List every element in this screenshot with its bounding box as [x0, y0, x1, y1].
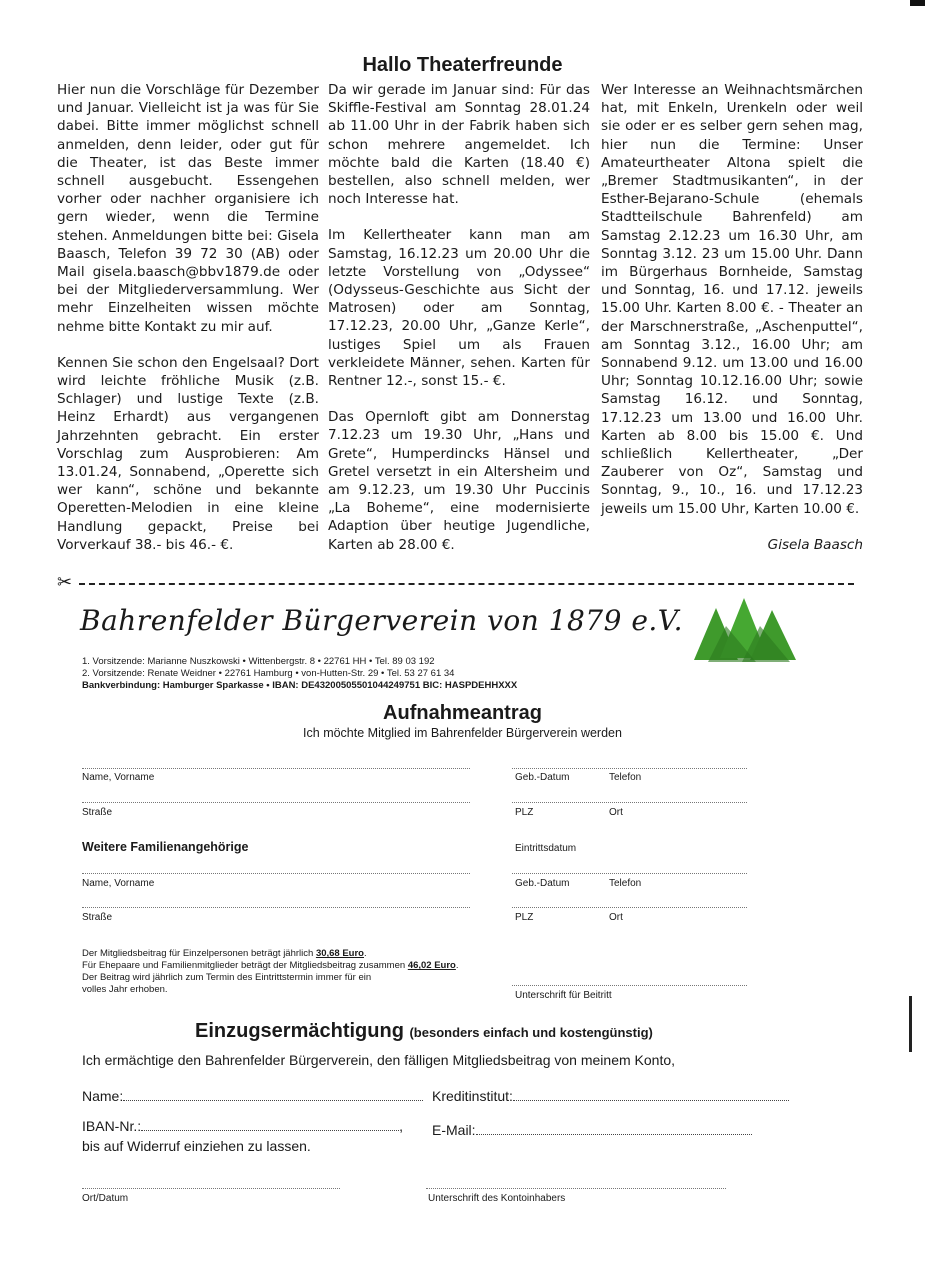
scan-edge-mark — [910, 0, 925, 6]
fee-line: volles Jahr erhoben. — [82, 984, 168, 995]
plz-label: PLZ — [515, 912, 534, 923]
article-column-1 — [57, 81, 319, 572]
article-column-2 — [328, 81, 590, 572]
fee-text: Für Ehepaare und Familienmitglieder beträgt der Mitgliedsbeitrag zusammen — [82, 960, 408, 971]
street-label: Straße — [82, 807, 113, 818]
birth-phone-field[interactable] — [512, 768, 747, 769]
family-plz-city-field[interactable] — [512, 907, 747, 908]
paragraph: Im Kellertheater kann man am Samstag, 16.12.23 um 20.00 Uhr die letzte Vorstellung von „Odyssee“ (Odysseus-Geschichte aus Sicht der Matrosen) oder am Sonntag, 17.12.23, 20.00 Uhr, „Ganze Kerle“, lustiges Spiel um als Frauen verkleidete Männer, sehen. Karten für Rentner 12.-, sonst 15.- €. — [328, 227, 590, 390]
paragraph: Kennen Sie schon den Engelsaal? Dort wird leichte fröhliche Musik (z.B. Schlager) und lustige Texte (z.B. Heinz Erhardt) aus vergangenen Jahrzehnten gebracht. Ein erster Vorschlag zum Ausprobieren: Am 13.01.24, Sonnabend, „Operette sich wer kann“, schöne und bekannte Operetten-Melodien in eine kleine Handlung gepackt, Preise bei Vorverkauf 38.- bis 46.- €. — [57, 354, 319, 553]
paragraph: Das Opernloft gibt am Donnerstag 7.12.23 um 19.30 Uhr, „Hans und Grete“, Humperdincks Hänsel und Gretel versetzt in ein Altersheim und am 9.12.23, um 19.30 Uhr Puccinis „La Boheme“, eine modernisierte Adaption über heutige Jugendliche, Karten ab 28.00 €. — [328, 409, 590, 553]
name-field[interactable] — [82, 768, 470, 769]
paragraph: Wer Interesse an Weihnachtsmärchen hat, mit Enkeln, Urenkeln oder weil sie oder er es selber gern sehen mag, hier nun die Termine: Unser Amateurtheater Altona spielt die „Bremer Stadtmusikanten“, in der Esther-Bejarano-Schule (ehemals Stadtteilschule Bahrenfeld) am Samstag 2.12.23 um 16.30 Uhr, am Sonntag 3.12. 23 um 15.00 Uhr. Dann im Bürgerhaus Bornheide, Samstag und Sonntag, 16. und 17.12. jeweils 15.00 Uhr. Karten 8.00 €. - Theater an der Marschnerstraße, „Aschenputtel“, am Sonntag 3.12., 16.00 Uhr; am Sonnabend 9.12. um 13.00 und 16.00 Uhr; Sonntag 10.12.16.00 Uhr; sowie Samstag 16.12. und Sonntag, 17.12.23 um 13.00 und 16.00 Uhr. Karten ab 8.00 bis 15.00 €. Und schließlich Kellertheater, „Der Zauberer von Oz“, Samstag und Sonntag, 9., 10., 16. und 17.12.23 jeweils um 15.00 Uhr, Karten 10.00 €. — [601, 82, 863, 517]
entry-date-label: Eintrittsdatum — [515, 843, 577, 854]
fee-single: 30,68 Euro — [315, 948, 364, 959]
signature-label: Unterschrift für Beitritt — [515, 990, 612, 1001]
plz-label: PLZ — [515, 807, 534, 818]
name-label: Name, Vorname — [82, 878, 155, 889]
fee-line — [82, 948, 459, 960]
scan-edge-mark — [909, 996, 912, 1052]
fir-trees-logo — [686, 596, 806, 666]
mandate-email-row — [432, 1122, 752, 1138]
article-title: Hallo Theaterfreunde — [362, 54, 563, 76]
mandate-email-field[interactable] — [476, 1134, 752, 1135]
phone-label: Telefon — [609, 878, 642, 889]
birth-label: Geb.-Datum — [515, 772, 570, 783]
city-label: Ort — [609, 807, 623, 818]
holder-signature-label: Unterschrift des Kontoinhabers — [428, 1193, 566, 1204]
holder-signature-field[interactable] — [426, 1188, 726, 1189]
city-label: Ort — [609, 912, 623, 923]
place-date-label: Ort/Datum — [82, 1193, 129, 1204]
mandate-iban-label: IBAN-Nr.: — [82, 1118, 142, 1134]
mandate-subtitle: (besonders einfach und kostengünstig) — [409, 1025, 653, 1040]
birth-label: Geb.-Datum — [515, 878, 570, 889]
club-name: Bahrenfelder Bürgerverein von 1879 e.V. — [80, 604, 684, 637]
fee-text: . — [455, 960, 459, 971]
mandate-revocation: bis auf Widerruf einziehen zu lassen. — [82, 1138, 311, 1154]
mandate-title — [195, 1020, 653, 1043]
chair-1: 1. Vorsitzende: Marianne Nuszkowski • Wittenbergstr. 8 • 22761 HH • Tel. 89 03 192 — [82, 656, 435, 667]
bank-details: Bankverbindung: Hamburger Sparkasse • IBAN: DE43200505501044249751 BIC: HASPDEHHXXX — [82, 680, 518, 691]
mandate-email-label: E-Mail: — [432, 1122, 476, 1138]
mandate-name-label: Name: — [82, 1088, 124, 1104]
mandate-name-row — [82, 1088, 423, 1104]
place-date-field[interactable] — [82, 1188, 340, 1189]
form-subtitle: Ich möchte Mitglied im Bahrenfelder Bürgerverein werden — [303, 726, 622, 740]
mandate-name-field[interactable] — [123, 1100, 423, 1101]
fee-line: Der Beitrag wird jährlich zum Termin des Eintrittstermin immer für ein — [82, 972, 372, 983]
mandate-bank-field[interactable] — [513, 1100, 789, 1101]
paragraph: Hier nun die Vorschläge für Dezember und Januar. Vielleicht ist ja was für Sie dabei. Bitte immer möglichst schnell anmelden, denn leider, oder gut für die Theater, ist das Beste immer schnell ausgebucht. Essengehen vorher oder nachher organisiere ich gern wieder, wenn die Termine stehen. Anmeldungen bitte bei: Gisela Baasch, Telefon 39 72 30 (AB) oder Mail gisela.baasch@bbv1879.de oder bei der Mitgliederversammlung. Wer mehr Einzelheiten wissen möchte nehme bitte Kontakt zu mir auf. — [57, 82, 319, 335]
article-signature: Gisela Baasch — [767, 536, 863, 553]
article-column-3 — [601, 81, 863, 554]
comma: , — [399, 1118, 404, 1134]
mandate-heading: Einzugsermächtigung — [195, 1020, 404, 1042]
paragraph: Da wir gerade im Januar sind: Für das Skiffle-Festival am Sonntag 28.01.24 ab 11.00 Uhr in der Fabrik haben sich schon mehrere angemeldet. Ich möchte bald die Karten (18.40 €) bestellen, also schnell melden, wer noch Interesse hat. — [328, 82, 590, 208]
form-title: Aufnahmeantrag — [383, 702, 542, 724]
family-name-field[interactable] — [82, 873, 470, 874]
family-birth-phone-field[interactable] — [512, 873, 747, 874]
membership-signature-field[interactable] — [512, 985, 747, 986]
mandate-bank-row — [432, 1088, 789, 1104]
chair-2: 2. Vorsitzende: Renate Weidner • 22761 Hamburg • von-Hutten-Str. 29 • Tel. 53 27 61 34 — [82, 668, 455, 679]
mandate-iban-row — [82, 1118, 403, 1134]
name-label: Name, Vorname — [82, 772, 155, 783]
cut-line — [57, 574, 857, 592]
phone-label: Telefon — [609, 772, 642, 783]
club-contact — [82, 656, 517, 692]
street-field[interactable] — [82, 802, 470, 803]
mandate-bank-label: Kreditinstitut: — [432, 1088, 513, 1104]
dashed-divider — [79, 583, 854, 585]
family-street-field[interactable] — [82, 907, 470, 908]
street-label: Straße — [82, 912, 113, 923]
family-heading: Weitere Familienangehörige — [82, 840, 249, 854]
scissors-icon: ✂ — [57, 572, 73, 593]
fee-family: 46,02 Euro — [407, 960, 456, 971]
fee-line — [82, 960, 459, 972]
mandate-text: Ich ermächtige den Bahrenfelder Bürgerverein, den fälligen Mitgliedsbeitrag von meinem Konto, — [82, 1052, 676, 1068]
plz-city-field[interactable] — [512, 802, 747, 803]
fee-text: . — [364, 948, 367, 959]
mandate-iban-field[interactable] — [141, 1130, 399, 1131]
fee-text: Der Mitgliedsbeitrag für Einzelpersonen beträgt jährlich — [82, 948, 316, 959]
fee-info — [82, 948, 459, 996]
